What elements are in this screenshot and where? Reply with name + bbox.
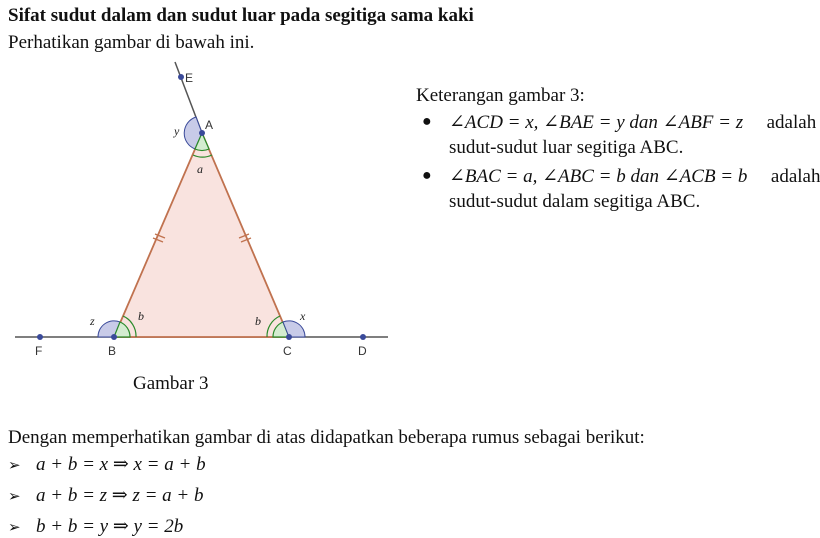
arrowhead-bullet-icon: ➢	[8, 487, 21, 505]
legend-item-2-line2: sudut-sudut dalam segitiga ABC.	[449, 191, 701, 212]
legend-item-2-math: ∠BAC = a, ∠ABC = b dan ∠ACB = b	[449, 166, 748, 187]
triangle-figure	[0, 55, 400, 370]
point-e	[178, 74, 184, 80]
bullet-icon: ●	[422, 113, 432, 130]
angle-label-b-right: b	[255, 314, 261, 328]
label-e: E	[185, 71, 194, 85]
legend-item-2-tail: adalah	[770, 166, 820, 187]
formula-3-text: b + b = y ⇒ y = 2b	[36, 516, 184, 537]
legend-item-1-math: ∠ACD = x, ∠BAE = y dan ∠ABF = z	[449, 112, 744, 133]
angle-label-b-left: b	[138, 309, 144, 323]
legend-item-1-line2: sudut-sudut luar segitiga ABC.	[449, 137, 684, 158]
formula-3	[8, 515, 183, 538]
bullet-icon: ●	[422, 167, 432, 184]
angle-label-a: a	[197, 162, 203, 176]
legend-item-2	[449, 165, 820, 188]
label-d: D	[358, 344, 367, 358]
section-title: Sifat sudut dalam dan sudut luar pada segitiga sama kaki	[8, 5, 474, 26]
intro-text: Perhatikan gambar di bawah ini.	[8, 32, 255, 53]
label-c: C	[283, 344, 292, 358]
label-b: B	[108, 344, 117, 358]
angle-label-y: y	[174, 124, 180, 138]
formula-1	[8, 453, 206, 476]
point-b	[111, 334, 117, 340]
point-c	[286, 334, 292, 340]
formula-1-text: a + b = x ⇒ x = a + b	[36, 454, 206, 475]
point-f	[37, 334, 43, 340]
legend-item-1	[449, 111, 816, 134]
formula-2	[8, 484, 204, 507]
figure-caption: Gambar 3	[133, 373, 209, 394]
legend-item-1-tail: adalah	[766, 112, 817, 133]
arrowhead-bullet-icon: ➢	[8, 518, 21, 536]
formulas-intro: Dengan memperhatikan gambar di atas didapatkan beberapa rumus sebagai berikut:	[8, 427, 645, 448]
legend-title: Keterangan gambar 3:	[416, 85, 585, 106]
point-d	[360, 334, 366, 340]
label-a: A	[205, 118, 214, 132]
label-f: F	[35, 344, 43, 358]
angle-label-x: x	[300, 309, 306, 323]
angle-label-z: z	[90, 314, 95, 328]
formula-2-text: a + b = z ⇒ z = a + b	[36, 485, 204, 506]
arrowhead-bullet-icon: ➢	[8, 456, 21, 474]
